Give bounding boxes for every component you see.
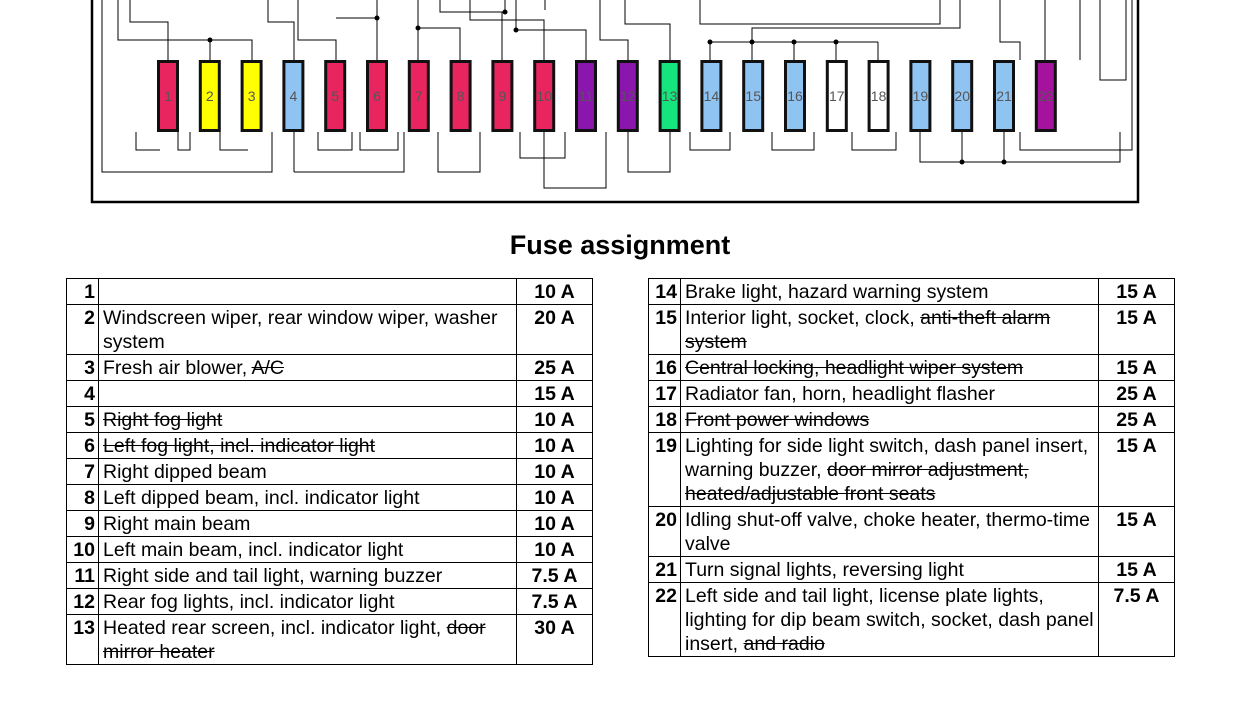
fuse-description-cell bbox=[681, 407, 1099, 433]
fuse-7 bbox=[408, 60, 430, 132]
fuse-1 bbox=[157, 60, 179, 132]
fuse-12 bbox=[617, 60, 639, 132]
fuse-5 bbox=[324, 60, 346, 132]
fuse-description-cell bbox=[99, 615, 517, 665]
fuse-number: 15 bbox=[745, 88, 761, 104]
fuse-rating-cell: 15 A bbox=[1099, 279, 1175, 305]
fuse-number-cell: 13 bbox=[67, 615, 99, 665]
fuse-description-cell bbox=[99, 407, 517, 433]
fuse-number-cell: 21 bbox=[649, 557, 681, 583]
fuse-description-cell bbox=[681, 507, 1099, 557]
description-text: Right side and tail light, warning buzzer bbox=[103, 565, 443, 587]
fuse-description-cell bbox=[99, 279, 517, 305]
fuse-number: 1 bbox=[164, 88, 172, 104]
fuse-rating-cell: 7.5 A bbox=[517, 563, 593, 589]
fuse-14 bbox=[700, 60, 722, 132]
fuse-rating-cell: 15 A bbox=[1099, 557, 1175, 583]
fuse-number-cell: 14 bbox=[649, 279, 681, 305]
fuse-number: 21 bbox=[996, 88, 1012, 104]
description-text: Turn signal lights, reversing light bbox=[685, 559, 964, 581]
fuse-number-cell: 2 bbox=[67, 305, 99, 355]
fuse-17 bbox=[826, 60, 848, 132]
description-text: Left side and tail light, license plate lights, lighting for dip beam switch, socket, dash panel insert, bbox=[685, 585, 1094, 655]
fuse-description-cell bbox=[99, 355, 517, 381]
fuse-description-cell bbox=[99, 433, 517, 459]
struck-description-text: Right fog light bbox=[103, 409, 223, 431]
table-row bbox=[67, 589, 593, 615]
fuse-rating-cell: 15 A bbox=[1099, 355, 1175, 381]
table-row bbox=[649, 279, 1175, 305]
fuse-description-cell bbox=[681, 433, 1099, 507]
fuse-number-cell: 15 bbox=[649, 305, 681, 355]
fuse-number: 14 bbox=[703, 88, 720, 104]
description-text: Idling shut-off valve, choke heater, thermo-time valve bbox=[685, 509, 1091, 555]
fuse-description-cell bbox=[99, 511, 517, 537]
table-row bbox=[649, 355, 1175, 381]
fuse-number: 9 bbox=[498, 88, 507, 104]
fuse-number: 8 bbox=[456, 88, 465, 104]
fuse-description-cell bbox=[99, 589, 517, 615]
table-row bbox=[67, 381, 593, 407]
table-row bbox=[649, 407, 1175, 433]
fuse-22 bbox=[1035, 60, 1057, 132]
fuse-rating-cell: 30 A bbox=[517, 615, 593, 665]
fuse-rating-cell: 10 A bbox=[517, 537, 593, 563]
fuse-rating-cell: 10 A bbox=[517, 459, 593, 485]
fuse-rating-cell: 25 A bbox=[1099, 407, 1175, 433]
fuse-rating-cell: 10 A bbox=[517, 485, 593, 511]
fuse-number: 16 bbox=[787, 88, 803, 104]
fuse-rating-cell: 10 A bbox=[517, 407, 593, 433]
fuse-description-cell bbox=[99, 459, 517, 485]
table-row bbox=[67, 407, 593, 433]
table-row bbox=[649, 583, 1175, 657]
fuse-number-cell: 9 bbox=[67, 511, 99, 537]
description-text: Right dipped beam bbox=[103, 461, 267, 483]
description-text: Lighting for side light switch, dash panel insert, warning buzzer, bbox=[685, 435, 1089, 481]
table-row bbox=[67, 485, 593, 511]
fuse-19 bbox=[909, 60, 931, 132]
fuse-description-cell bbox=[99, 485, 517, 511]
fuse-18 bbox=[868, 60, 890, 132]
table-row bbox=[67, 433, 593, 459]
description-text: Rear fog lights, incl. indicator light bbox=[103, 591, 395, 613]
fuse-description-cell bbox=[681, 305, 1099, 355]
fuse-number: 11 bbox=[578, 88, 594, 104]
fuse-number-cell: 1 bbox=[67, 279, 99, 305]
fuse-number-cell: 20 bbox=[649, 507, 681, 557]
fuse-number: 5 bbox=[331, 88, 340, 104]
struck-description-text: A/C bbox=[251, 357, 284, 379]
table-row bbox=[67, 459, 593, 485]
description-text: Windscreen wiper, rear window wiper, washer system bbox=[103, 307, 498, 353]
fuse-13 bbox=[659, 60, 681, 132]
fuse-20 bbox=[951, 60, 973, 132]
fuse-number-cell: 11 bbox=[67, 563, 99, 589]
fuse-rating-cell: 15 A bbox=[517, 381, 593, 407]
fuse-number: 2 bbox=[205, 88, 214, 104]
fuse-number: 22 bbox=[1038, 88, 1054, 104]
fuse-number: 13 bbox=[661, 88, 678, 104]
struck-description-text: Left fog light, incl. indicator light bbox=[103, 435, 376, 457]
fuse-description-cell bbox=[99, 381, 517, 407]
table-row bbox=[67, 563, 593, 589]
fuse-number: 12 bbox=[620, 88, 636, 104]
fuse-2 bbox=[199, 60, 221, 132]
table-row bbox=[649, 381, 1175, 407]
fuse-rating-cell: 25 A bbox=[517, 355, 593, 381]
description-text: Radiator fan, horn, headlight flasher bbox=[685, 383, 996, 405]
table-row bbox=[67, 355, 593, 381]
fuse-description-cell bbox=[99, 563, 517, 589]
fuse-number-cell: 16 bbox=[649, 355, 681, 381]
fuse-number-cell: 22 bbox=[649, 583, 681, 657]
fuse-description-cell bbox=[681, 381, 1099, 407]
fuse-rating-cell: 10 A bbox=[517, 433, 593, 459]
fuse-number: 19 bbox=[912, 88, 929, 104]
description-text: Right main beam bbox=[103, 513, 251, 535]
fuse-number-cell: 8 bbox=[67, 485, 99, 511]
fuse-number-cell: 5 bbox=[67, 407, 99, 433]
fuse-4 bbox=[282, 60, 304, 132]
fuse-table-right bbox=[648, 278, 1175, 657]
fuse-rating-cell: 15 A bbox=[1099, 305, 1175, 355]
table-row bbox=[67, 615, 593, 665]
fuse-rating-cell: 10 A bbox=[517, 279, 593, 305]
table-row bbox=[67, 305, 593, 355]
fuse-rating-cell: 15 A bbox=[1099, 433, 1175, 507]
fuse-number-cell: 17 bbox=[649, 381, 681, 407]
description-text: Interior light, socket, clock, bbox=[685, 307, 921, 329]
fuse-description-cell bbox=[99, 305, 517, 355]
struck-description-text: anti-theft alarm system bbox=[685, 307, 1051, 353]
table-row bbox=[67, 537, 593, 563]
fuse-description-cell bbox=[99, 537, 517, 563]
fuse-10 bbox=[533, 60, 555, 132]
fuse-number-cell: 7 bbox=[67, 459, 99, 485]
fuse-number: 17 bbox=[829, 88, 845, 104]
fuse-number-cell: 18 bbox=[649, 407, 681, 433]
fuse-8 bbox=[450, 60, 472, 132]
fuse-description-cell bbox=[681, 557, 1099, 583]
fuse-9 bbox=[491, 60, 513, 132]
fuse-number-cell: 12 bbox=[67, 589, 99, 615]
fuse-11 bbox=[575, 60, 597, 132]
description-text: Brake light, hazard warning system bbox=[685, 281, 989, 303]
description-text: Left dipped beam, incl. indicator light bbox=[103, 487, 420, 509]
fuse-rating-cell: 10 A bbox=[517, 511, 593, 537]
fuse-description-cell bbox=[681, 279, 1099, 305]
description-text: Left main beam, incl. indicator light bbox=[103, 539, 404, 561]
struck-description-text: door mirror adjustment, heated/adjustable front seats bbox=[685, 459, 1029, 505]
table-row bbox=[649, 433, 1175, 507]
table-row bbox=[67, 279, 593, 305]
struck-description-text: and radio bbox=[743, 633, 825, 655]
fuse-3 bbox=[241, 60, 263, 132]
fuse-number: 18 bbox=[870, 88, 887, 104]
fuse-number: 10 bbox=[536, 88, 552, 104]
fuse-rating-cell: 7.5 A bbox=[517, 589, 593, 615]
fuse-description-cell bbox=[681, 355, 1099, 381]
struck-description-text: door mirror heater bbox=[103, 617, 486, 663]
fuse-21 bbox=[993, 60, 1015, 132]
fuse-6 bbox=[366, 60, 388, 132]
table-row bbox=[649, 305, 1175, 355]
fuse-16 bbox=[784, 60, 806, 132]
fuse-number-cell: 19 bbox=[649, 433, 681, 507]
fuse-number-cell: 10 bbox=[67, 537, 99, 563]
fuse-number: 7 bbox=[414, 88, 423, 104]
struck-description-text: Front power windows bbox=[685, 409, 870, 431]
fuse-rating-cell: 7.5 A bbox=[1099, 583, 1175, 657]
description-text: Fresh air blower, bbox=[103, 357, 252, 379]
fuse-rating-cell: 20 A bbox=[517, 305, 593, 355]
fuse-number: 4 bbox=[289, 88, 298, 104]
table-row bbox=[67, 511, 593, 537]
table-row bbox=[649, 557, 1175, 583]
fuse-rating-cell: 25 A bbox=[1099, 381, 1175, 407]
fuse-number: 3 bbox=[247, 88, 256, 104]
fuse-table-left bbox=[66, 278, 593, 665]
description-text: Heated rear screen, incl. indicator light, bbox=[103, 617, 447, 639]
table-row bbox=[649, 507, 1175, 557]
fuse-number-cell: 3 bbox=[67, 355, 99, 381]
fuse-number-cell: 6 bbox=[67, 433, 99, 459]
struck-description-text: Central locking, headlight wiper system bbox=[685, 357, 1024, 379]
fuse-row bbox=[157, 60, 1057, 132]
fuse-description-cell bbox=[681, 583, 1099, 657]
fuse-15 bbox=[742, 60, 764, 132]
section-heading: Fuse assignment bbox=[509, 230, 731, 260]
fuse-number-cell: 4 bbox=[67, 381, 99, 407]
fuse-box-diagram bbox=[0, 0, 1240, 215]
fuse-number: 20 bbox=[954, 88, 970, 104]
fuse-rating-cell: 15 A bbox=[1099, 507, 1175, 557]
fuse-number: 6 bbox=[373, 88, 381, 104]
